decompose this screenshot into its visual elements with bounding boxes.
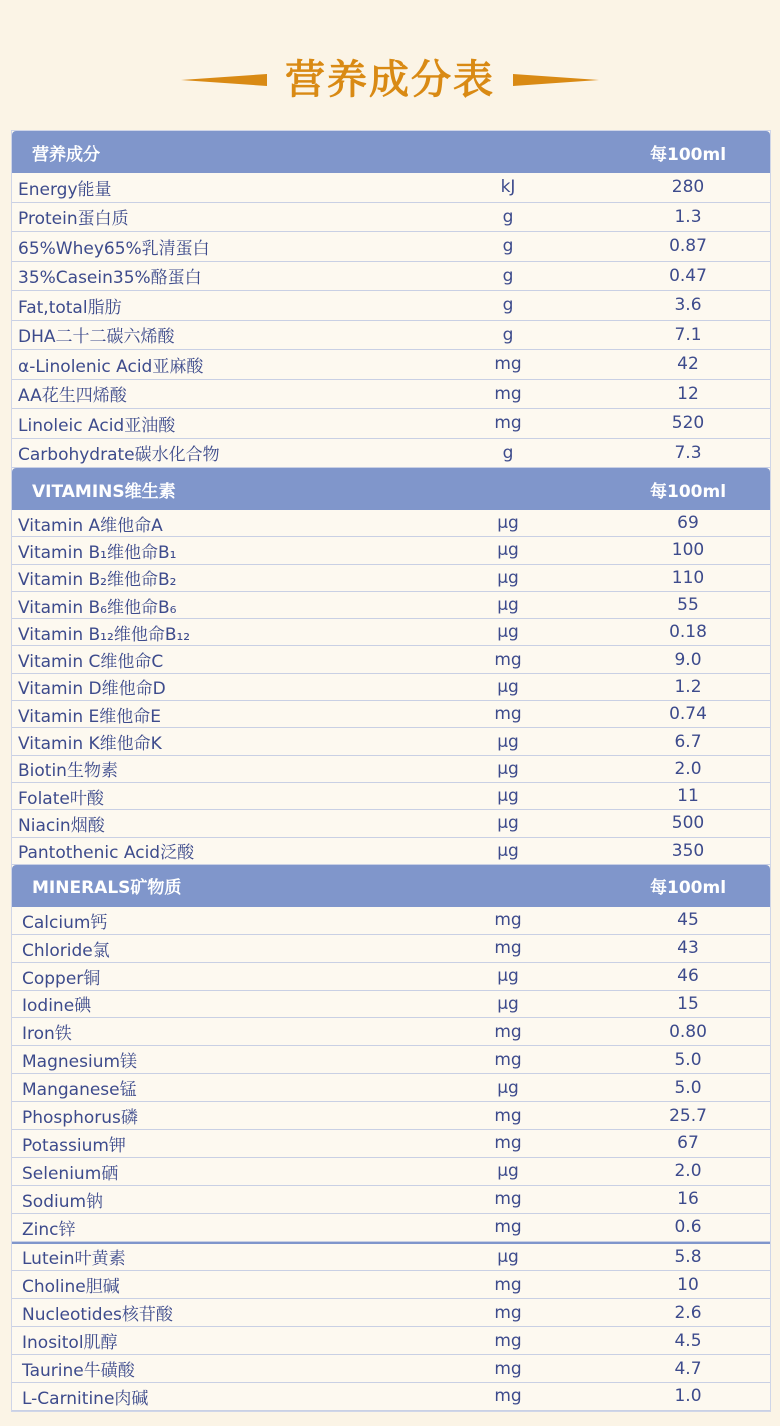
nutrient-unit: μg <box>497 758 519 779</box>
nutrient-value: 2.0 <box>674 758 702 779</box>
nutrient-unit: mg <box>494 1189 522 1210</box>
nutrient-value: 9.0 <box>674 649 702 670</box>
page-title: 营养成分表 <box>285 57 495 103</box>
table-row <box>12 783 770 810</box>
section-header <box>12 468 770 510</box>
section-header-label: MINERALS矿物质 <box>32 878 182 899</box>
nutrient-unit: mg <box>494 910 522 931</box>
nutrient-unit: mg <box>494 1021 522 1042</box>
nutrient-name: Vitamin E维他命E <box>18 706 162 727</box>
nutrient-unit: mg <box>494 649 522 670</box>
nutrient-name: Manganese锰 <box>22 1080 137 1101</box>
table-row <box>12 409 770 439</box>
nutrient-value: 0.18 <box>669 622 707 643</box>
section-nutrients <box>12 131 770 468</box>
nutrient-value: 10 <box>677 1274 699 1295</box>
nutrient-name: Iron铁 <box>22 1024 72 1045</box>
table-row <box>12 232 770 262</box>
nutrient-value: 0.74 <box>669 704 707 725</box>
section-header-label: 营养成分 <box>32 144 100 165</box>
nutrient-value: 3.6 <box>674 295 702 316</box>
nutrient-value: 2.6 <box>674 1302 702 1323</box>
section-header-per: 每100ml <box>650 481 727 502</box>
nutrient-name: 65%Whey65%乳清蛋白 <box>18 238 210 259</box>
nutrient-value: 0.80 <box>669 1021 707 1042</box>
nutrient-value: 4.5 <box>674 1330 702 1351</box>
table-row <box>12 728 770 755</box>
nutrient-name: Calcium钙 <box>22 912 108 933</box>
nutrient-name: Iodine碘 <box>22 996 92 1017</box>
nutrient-name: Taurine牛磺酸 <box>22 1361 135 1382</box>
nutrient-name: α-Linolenic Acid亚麻酸 <box>18 356 204 377</box>
nutrient-value: 0.6 <box>674 1217 702 1238</box>
nutrient-name: Fat,total脂肪 <box>18 297 122 318</box>
nutrient-name: 35%Casein35%酪蛋白 <box>18 268 202 289</box>
nutrient-value: 5.0 <box>674 1049 702 1070</box>
nutrient-unit: μg <box>497 813 519 834</box>
nutrient-name: Phosphorus磷 <box>22 1108 138 1129</box>
table-row <box>12 380 770 410</box>
table-row <box>12 592 770 619</box>
nutrient-value: 12 <box>677 383 699 404</box>
nutrient-name: Protein蛋白质 <box>18 209 129 230</box>
nutrient-value: 67 <box>677 1133 699 1154</box>
nutrient-unit: μg <box>497 731 519 752</box>
nutrient-value: 7.3 <box>674 442 702 463</box>
table-row <box>12 439 770 469</box>
nutrient-name: Linoleic Acid亚油酸 <box>18 415 176 436</box>
table-row <box>12 350 770 380</box>
nutrient-unit: mg <box>494 1133 522 1154</box>
nutrient-value: 43 <box>677 938 699 959</box>
nutrient-name: Chloride氯 <box>22 940 110 961</box>
nutrient-unit: mg <box>494 383 522 404</box>
nutrient-value: 2.0 <box>674 1161 702 1182</box>
table-row <box>12 1130 770 1158</box>
nutrient-unit: mg <box>494 1105 522 1126</box>
nutrient-name: Copper铜 <box>22 968 101 989</box>
nutrient-unit: μg <box>497 567 519 588</box>
nutrient-name: Vitamin B₁维他命B₁ <box>18 542 177 563</box>
nutrient-unit: μg <box>497 676 519 697</box>
nutrient-value: 55 <box>677 595 699 616</box>
nutrient-unit: g <box>502 295 514 316</box>
section-header-per: 每100ml <box>650 878 727 899</box>
nutrient-unit: μg <box>497 1077 519 1098</box>
nutrient-unit: kJ <box>500 177 516 198</box>
section-other-nutrients <box>12 1242 770 1411</box>
nutrient-name: Vitamin B₂维他命B₂ <box>18 570 177 591</box>
table-row <box>12 907 770 935</box>
section-vitamins <box>12 468 770 865</box>
nutrient-unit: mg <box>494 1274 522 1295</box>
nutrient-unit: g <box>502 206 514 227</box>
table-row <box>12 173 770 203</box>
table-row <box>12 935 770 963</box>
table-row <box>12 674 770 701</box>
table-row <box>12 991 770 1019</box>
table-row <box>12 1299 770 1327</box>
nutrient-name: Inositol肌醇 <box>22 1333 118 1354</box>
nutrient-unit: mg <box>494 1049 522 1070</box>
nutrient-value: 69 <box>677 513 699 534</box>
nutrient-name: Folate叶酸 <box>18 788 104 809</box>
nutrient-value: 1.2 <box>674 676 702 697</box>
table-row <box>12 1244 770 1272</box>
table-row <box>12 756 770 783</box>
nutrient-name: Vitamin D维他命D <box>18 679 166 700</box>
table-row <box>12 1074 770 1102</box>
table-row <box>12 537 770 564</box>
nutrient-unit: μg <box>497 595 519 616</box>
nutrient-unit: μg <box>497 540 519 561</box>
title-bar <box>0 52 780 108</box>
nutrient-value: 15 <box>677 993 699 1014</box>
nutrient-value: 110 <box>671 567 705 588</box>
table-row <box>12 291 770 321</box>
table-row <box>12 1271 770 1299</box>
nutrient-unit: mg <box>494 354 522 375</box>
nutrient-value: 25.7 <box>669 1105 707 1126</box>
left-arrow-decoration <box>181 74 267 86</box>
section-minerals <box>12 865 770 1242</box>
nutrient-value: 0.87 <box>669 236 707 257</box>
nutrient-name: Nucleotides核苷酸 <box>22 1305 173 1326</box>
nutrient-name: Vitamin B₁₂维他命B₁₂ <box>18 624 191 645</box>
nutrient-name: Magnesium镁 <box>22 1052 138 1073</box>
nutrient-value: 5.0 <box>674 1077 702 1098</box>
nutrient-value: 1.0 <box>674 1386 702 1407</box>
table-row <box>12 203 770 233</box>
nutrient-value: 100 <box>671 540 705 561</box>
nutrient-value: 520 <box>671 413 705 434</box>
nutrient-name: Biotin生物素 <box>18 761 118 782</box>
nutrient-name: Zinc锌 <box>22 1219 76 1240</box>
nutrient-value: 45 <box>677 910 699 931</box>
nutrient-unit: μg <box>497 622 519 643</box>
nutrient-value: 7.1 <box>674 324 702 345</box>
nutrient-unit: μg <box>497 1246 519 1267</box>
nutrient-unit: mg <box>494 1358 522 1379</box>
table-row <box>12 1327 770 1355</box>
nutrient-unit: mg <box>494 1302 522 1323</box>
table-row <box>12 1018 770 1046</box>
nutrient-unit: mg <box>494 413 522 434</box>
nutrient-value: 11 <box>677 786 699 807</box>
nutrient-value: 1.3 <box>674 206 702 227</box>
nutrient-name: Vitamin A维他命A <box>18 515 163 536</box>
section-header-label: VITAMINS维生素 <box>32 481 176 502</box>
nutrient-value: 0.47 <box>669 265 707 286</box>
nutrient-name: Carbohydrate碳水化合物 <box>18 445 220 466</box>
nutrient-name: AA花生四烯酸 <box>18 386 127 407</box>
table-row <box>12 1046 770 1074</box>
table-row <box>12 619 770 646</box>
nutrient-value: 46 <box>677 966 699 987</box>
table-row <box>12 646 770 673</box>
table-row <box>12 1214 770 1242</box>
nutrient-unit: mg <box>494 1330 522 1351</box>
table-row <box>12 1383 770 1411</box>
table-row <box>12 963 770 991</box>
nutrient-name: Choline胆碱 <box>22 1277 120 1298</box>
nutrient-unit: μg <box>497 786 519 807</box>
nutrient-unit: μg <box>497 1161 519 1182</box>
table-row <box>12 1186 770 1214</box>
nutrient-unit: mg <box>494 1217 522 1238</box>
nutrient-unit: g <box>502 324 514 345</box>
table-row <box>12 701 770 728</box>
nutrient-name: Potassium钾 <box>22 1135 126 1156</box>
table-row <box>12 1158 770 1186</box>
table-row <box>12 838 770 865</box>
nutrient-name: Vitamin B₆维他命B₆ <box>18 597 177 618</box>
nutrient-value: 5.8 <box>674 1246 702 1267</box>
nutrient-name: Vitamin C维他命C <box>18 652 164 673</box>
nutrient-unit: mg <box>494 938 522 959</box>
nutrient-unit: μg <box>497 966 519 987</box>
nutrient-value: 280 <box>671 177 705 198</box>
nutrient-unit: mg <box>494 1386 522 1407</box>
right-arrow-decoration <box>513 74 599 86</box>
nutrient-unit: μg <box>497 513 519 534</box>
nutrient-value: 6.7 <box>674 731 702 752</box>
nutrient-name: Selenium硒 <box>22 1163 119 1184</box>
nutrient-name: Sodium钠 <box>22 1191 104 1212</box>
nutrient-name: Vitamin K维他命K <box>18 734 162 755</box>
nutrient-name: Energy能量 <box>18 179 112 200</box>
nutrient-unit: μg <box>497 993 519 1014</box>
table-row <box>12 510 770 537</box>
nutrient-name: Niacin烟酸 <box>18 815 105 836</box>
nutrient-unit: μg <box>497 840 519 861</box>
table-row <box>12 1355 770 1383</box>
nutrient-name: Lutein叶黄素 <box>22 1249 126 1270</box>
nutrient-value: 500 <box>671 813 705 834</box>
nutrient-name: DHA二十二碳六烯酸 <box>18 327 175 348</box>
table-row <box>12 262 770 292</box>
nutrient-unit: g <box>502 265 514 286</box>
table-row <box>12 565 770 592</box>
nutrient-unit: g <box>502 236 514 257</box>
nutrient-unit: g <box>502 442 514 463</box>
nutrient-value: 4.7 <box>674 1358 702 1379</box>
table-row <box>12 810 770 837</box>
nutrient-name: L-Carnitine肉碱 <box>22 1388 149 1409</box>
nutrient-value: 16 <box>677 1189 699 1210</box>
nutrient-value: 350 <box>671 840 705 861</box>
section-header <box>12 865 770 907</box>
table-row <box>12 1102 770 1130</box>
nutrition-table <box>11 130 771 1412</box>
nutrient-value: 42 <box>677 354 699 375</box>
section-header <box>12 131 770 173</box>
nutrient-name: Pantothenic Acid泛酸 <box>18 843 195 864</box>
table-row <box>12 321 770 351</box>
nutrient-unit: mg <box>494 704 522 725</box>
section-header-per: 每100ml <box>650 144 727 165</box>
